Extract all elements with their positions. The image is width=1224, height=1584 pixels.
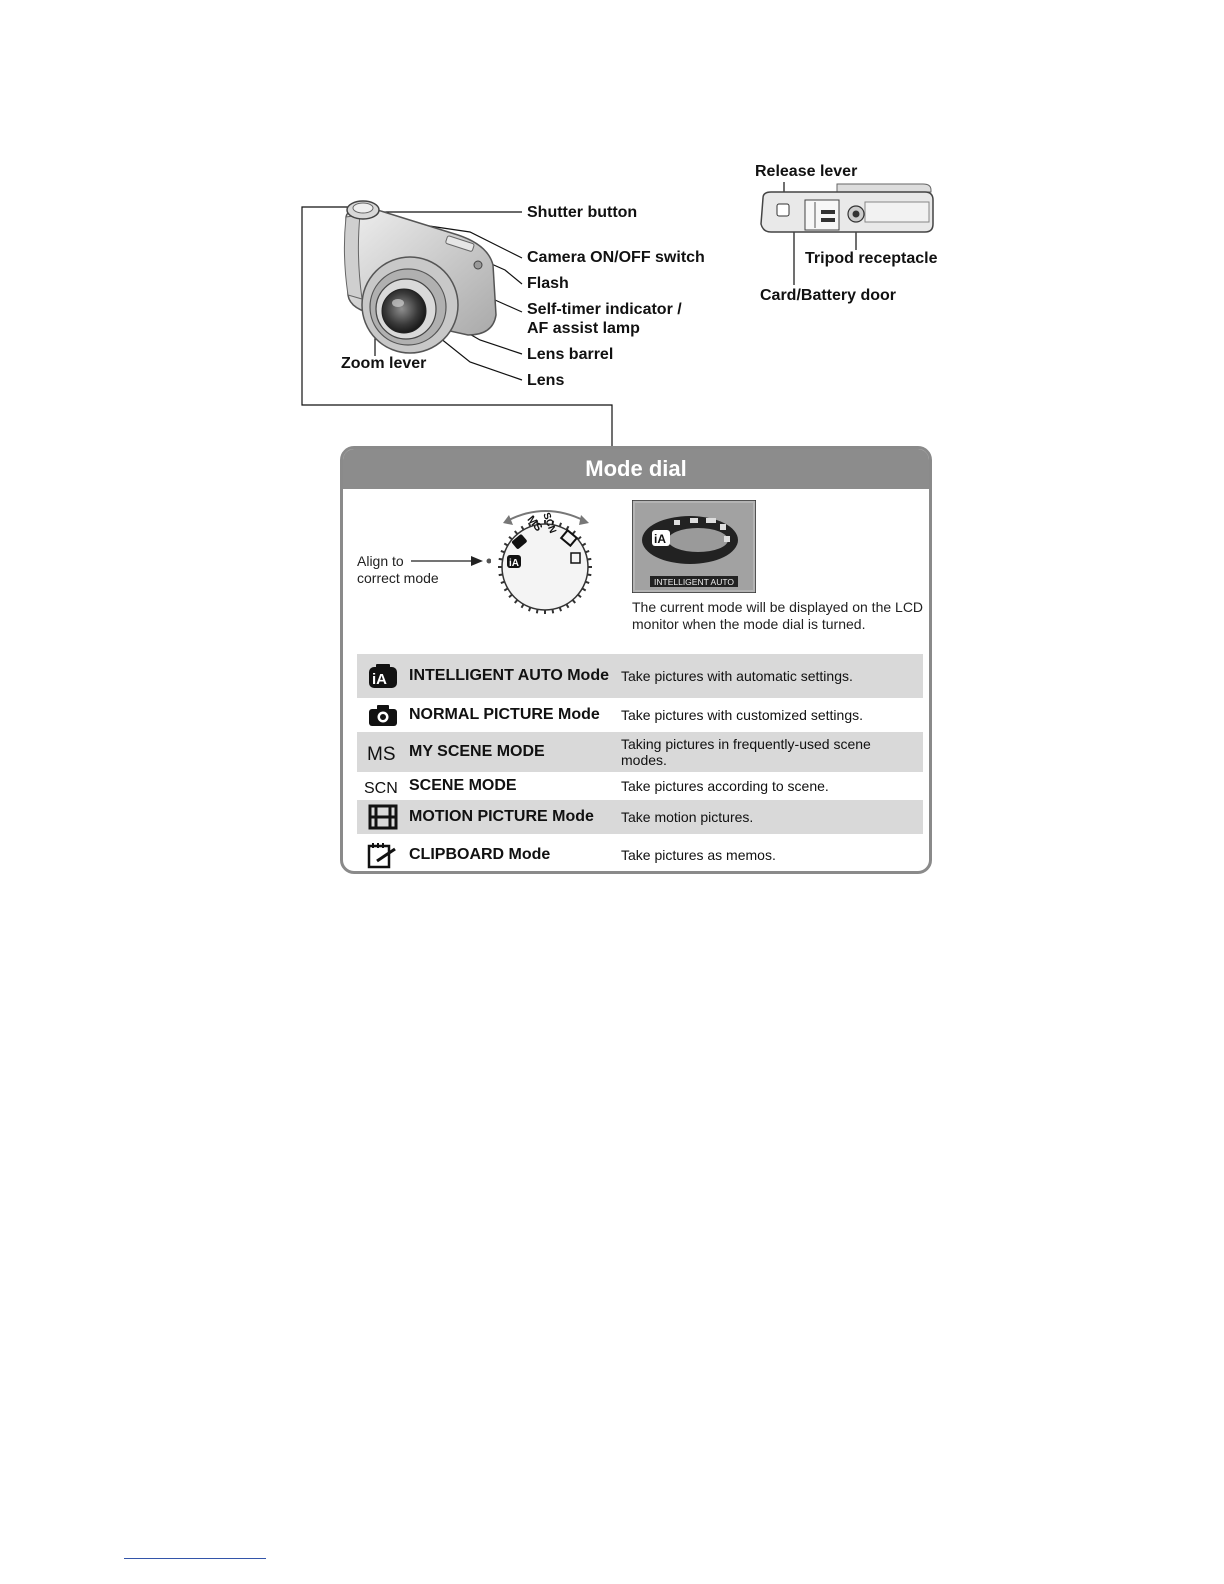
dial-label-scn: SCN [540, 511, 558, 535]
callout-lens-barrel: Lens barrel [527, 346, 614, 363]
scene-icon [357, 775, 409, 797]
leader-lines [0, 0, 1224, 460]
mode-row [357, 698, 923, 732]
callout-flash: Flash [527, 275, 569, 292]
callout-self-timer: Self-timer indicator / [527, 301, 682, 318]
callout-zoom-lever: Zoom lever [341, 355, 427, 372]
mode-name: CLIPBOARD Mode [409, 846, 551, 863]
mode-name: MOTION PICTURE Mode [409, 808, 594, 825]
mode-description: Take pictures with automatic settings. [621, 668, 853, 684]
callout-tripod-receptacle: Tripod receptacle [805, 250, 938, 267]
lcd-monitor-preview [632, 500, 756, 593]
film-icon [357, 804, 409, 830]
mode-name: NORMAL PICTURE Mode [409, 706, 600, 723]
callout-release-lever: Release lever [755, 163, 858, 180]
mode-description: Taking pictures in frequently-used scene modes. [621, 736, 871, 768]
svg-text:iA: iA [654, 532, 666, 546]
mode-name: SCENE MODE [409, 777, 517, 794]
clipboard-icon [357, 841, 409, 869]
mode-row [357, 772, 923, 800]
mode-row [357, 834, 923, 874]
mode-row [357, 800, 923, 834]
intelligent-auto-icon [357, 663, 409, 689]
align-label-line2: correct mode [357, 570, 439, 586]
mode-table [357, 654, 923, 874]
svg-text:MS: MS [367, 744, 396, 763]
mode-row [357, 732, 923, 772]
callout-on-off-switch: Camera ON/OFF switch [527, 249, 705, 266]
mode-dial-title: Mode dial [343, 449, 929, 489]
lcd-mode-label: INTELLIGENT AUTO [654, 577, 734, 587]
align-arrow [411, 553, 491, 569]
lcd-caption: The current mode will be displayed on the LCD monitor when the mode dial is turned. [632, 599, 924, 632]
mode-dial-knob [495, 495, 595, 615]
callout-af-assist: AF assist lamp [527, 320, 640, 337]
my-scene-icon [357, 741, 409, 763]
mode-row [357, 654, 923, 698]
mode-description: Take pictures as memos. [621, 847, 776, 863]
callout-card-battery-door: Card/Battery door [760, 287, 897, 304]
callout-lens: Lens [527, 372, 565, 389]
callout-shutter-button: Shutter button [527, 204, 638, 221]
mode-dial-panel [340, 446, 932, 874]
dial-label-ms: MS [524, 513, 545, 534]
svg-text:iA: iA [372, 671, 387, 688]
svg-text:SCN: SCN [364, 780, 398, 797]
mode-name: MY SCENE MODE [409, 743, 545, 760]
footnote-rule [124, 1558, 266, 1559]
mode-description: Take motion pictures. [621, 809, 754, 825]
mode-description: Take pictures with customized settings. [621, 707, 863, 723]
svg-text:iA: iA [509, 558, 519, 569]
align-label-line1: Align to [357, 553, 404, 569]
camera-icon [357, 703, 409, 727]
mode-description: Take pictures according to scene. [621, 778, 829, 794]
camera-front-illustration [338, 195, 508, 365]
mode-name: INTELLIGENT AUTO Mode [409, 667, 609, 684]
camera-bottom-illustration [755, 180, 937, 244]
